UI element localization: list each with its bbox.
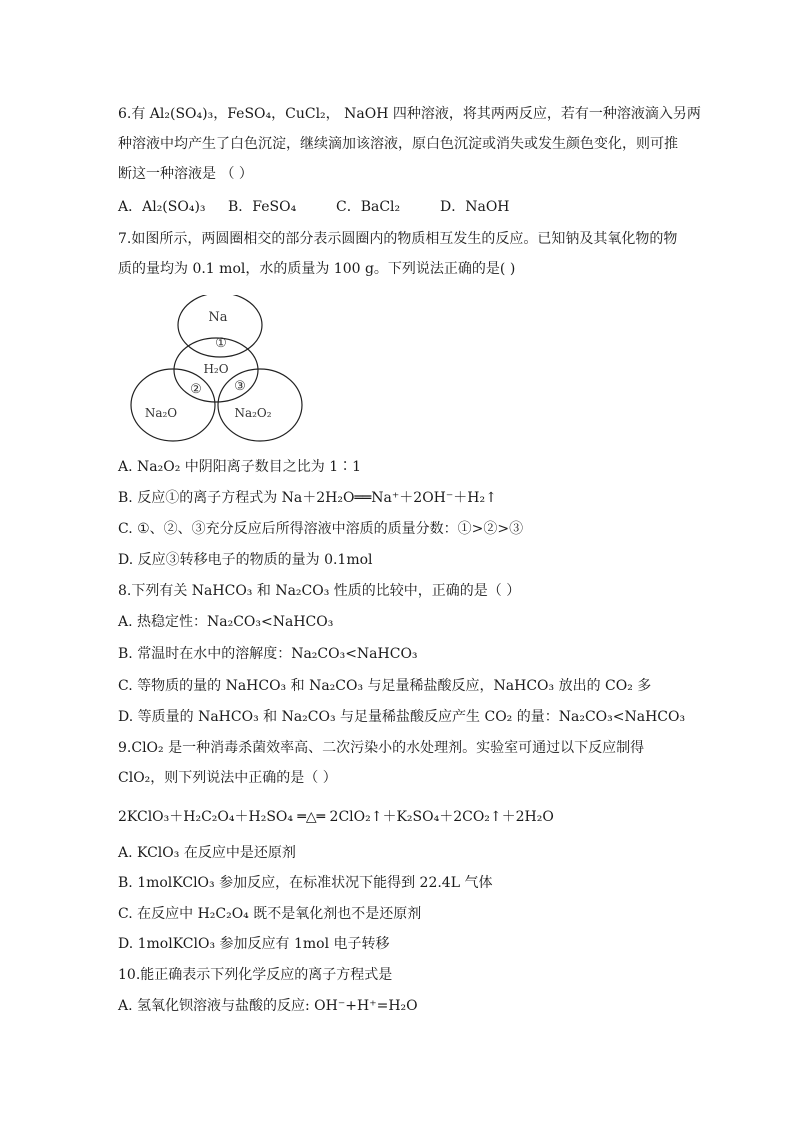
q9-equation: 2KClO₃＋H₂C₂O₄＋H₂SO₄ ═△═ 2ClO₂↑＋K₂SO₄＋2CO₂↑＋2H₂O (118, 809, 554, 825)
q7-line-2: 质的量均为 0.1 mol，水的质量为 100 g。下列说法正确的是( ) (118, 261, 516, 277)
q9-option-d: D. 1molKClO₃ 参加反应有 1mol 电子转移 (118, 936, 390, 952)
q6-line-3: 断这一种溶液是 （ ） (118, 166, 253, 182)
q9-option-b: B. 1molKClO₃ 参加反应，在标准状况下能得到 22.4L 气体 (118, 875, 493, 891)
venn-diagram (128, 295, 308, 445)
q7-line-1: 7.如图所示，两圆圈相交的部分表示圆圈内的物质相互发生的反应。已知钠及其氧化物的物 (118, 231, 678, 247)
q6-option-a: A．Al₂(SO₄)₃ (118, 199, 206, 215)
label-na: Na (208, 310, 228, 325)
marker-3: ③ (234, 379, 246, 394)
q8-line-1: 8.下列有关 NaHCO₃ 和 Na₂CO₃ 性质的比较中，正确的是（ ） (118, 583, 521, 599)
circle-na2o (131, 369, 215, 441)
q10-option-a: A. 氢氧化钡溶液与盐酸的反应: OH⁻+H⁺=H₂O (118, 998, 418, 1014)
q7-option-b: B. 反应①的离子方程式为 Na＋2H₂O══Na⁺＋2OH⁻＋H₂↑ (118, 490, 497, 506)
q9-line-1: 9.ClO₂ 是一种消毒杀菌效率高、二次污染小的水处理剂。实验室可通过以下反应制得 (118, 740, 645, 756)
q10-line-1: 10.能正确表示下列化学反应的离子方程式是 (118, 967, 393, 983)
q9-option-c: C. 在反应中 H₂C₂O₄ 既不是氧化剂也不是还原剂 (118, 906, 422, 922)
q8-option-a: A. 热稳定性：Na₂CO₃<NaHCO₃ (118, 614, 334, 630)
q6-line-2: 种溶液中均产生了白色沉淀，继续滴加该溶液，原白色沉淀或消失或发生颜色变化，则可推 (118, 136, 678, 152)
q7-option-c: C. ①、②、③充分反应后所得溶液中溶质的质量分数：①>②>③ (118, 521, 524, 537)
q6-option-b: B．FeSO₄ (228, 199, 297, 215)
q7-option-a: A. Na₂O₂ 中阴阳离子数目之比为 1∶1 (118, 459, 362, 475)
label-h2o: H₂O (203, 362, 229, 376)
q6-line-1: 6.有 Al₂(SO₄)₃，FeSO₄，CuCl₂， NaOH 四种溶液，将其两两反应，若有一种溶液滴入另两 (118, 106, 701, 122)
q7-option-d: D. 反应③转移电子的物质的量为 0.1mol (118, 552, 373, 568)
q8-option-d: D. 等质量的 NaHCO₃ 和 Na₂CO₃ 与足量稀盐酸反应产生 CO₂ 的量：Na₂CO₃<NaHCO₃ (118, 709, 686, 725)
circle-na2o2 (218, 369, 302, 441)
q9-option-a: A. KClO₃ 在反应中是还原剂 (118, 845, 296, 861)
q8-option-c: C. 等物质的量的 NaHCO₃ 和 Na₂CO₃ 与足量稀盐酸反应，NaHCO₃ 放出的 CO₂ 多 (118, 678, 652, 694)
label-na2o: Na₂O (144, 406, 178, 420)
label-na2o2: Na₂O₂ (234, 406, 272, 420)
marker-1: ① (215, 336, 227, 351)
q8-option-b: B. 常温时在水中的溶解度：Na₂CO₃<NaHCO₃ (118, 646, 418, 662)
q6-option-c: C．BaCl₂ (336, 199, 401, 215)
marker-2: ② (190, 382, 202, 397)
q6-option-d: D．NaOH (440, 199, 510, 215)
q9-line-2: ClO₂，则下列说法中正确的是（ ） (118, 770, 337, 786)
